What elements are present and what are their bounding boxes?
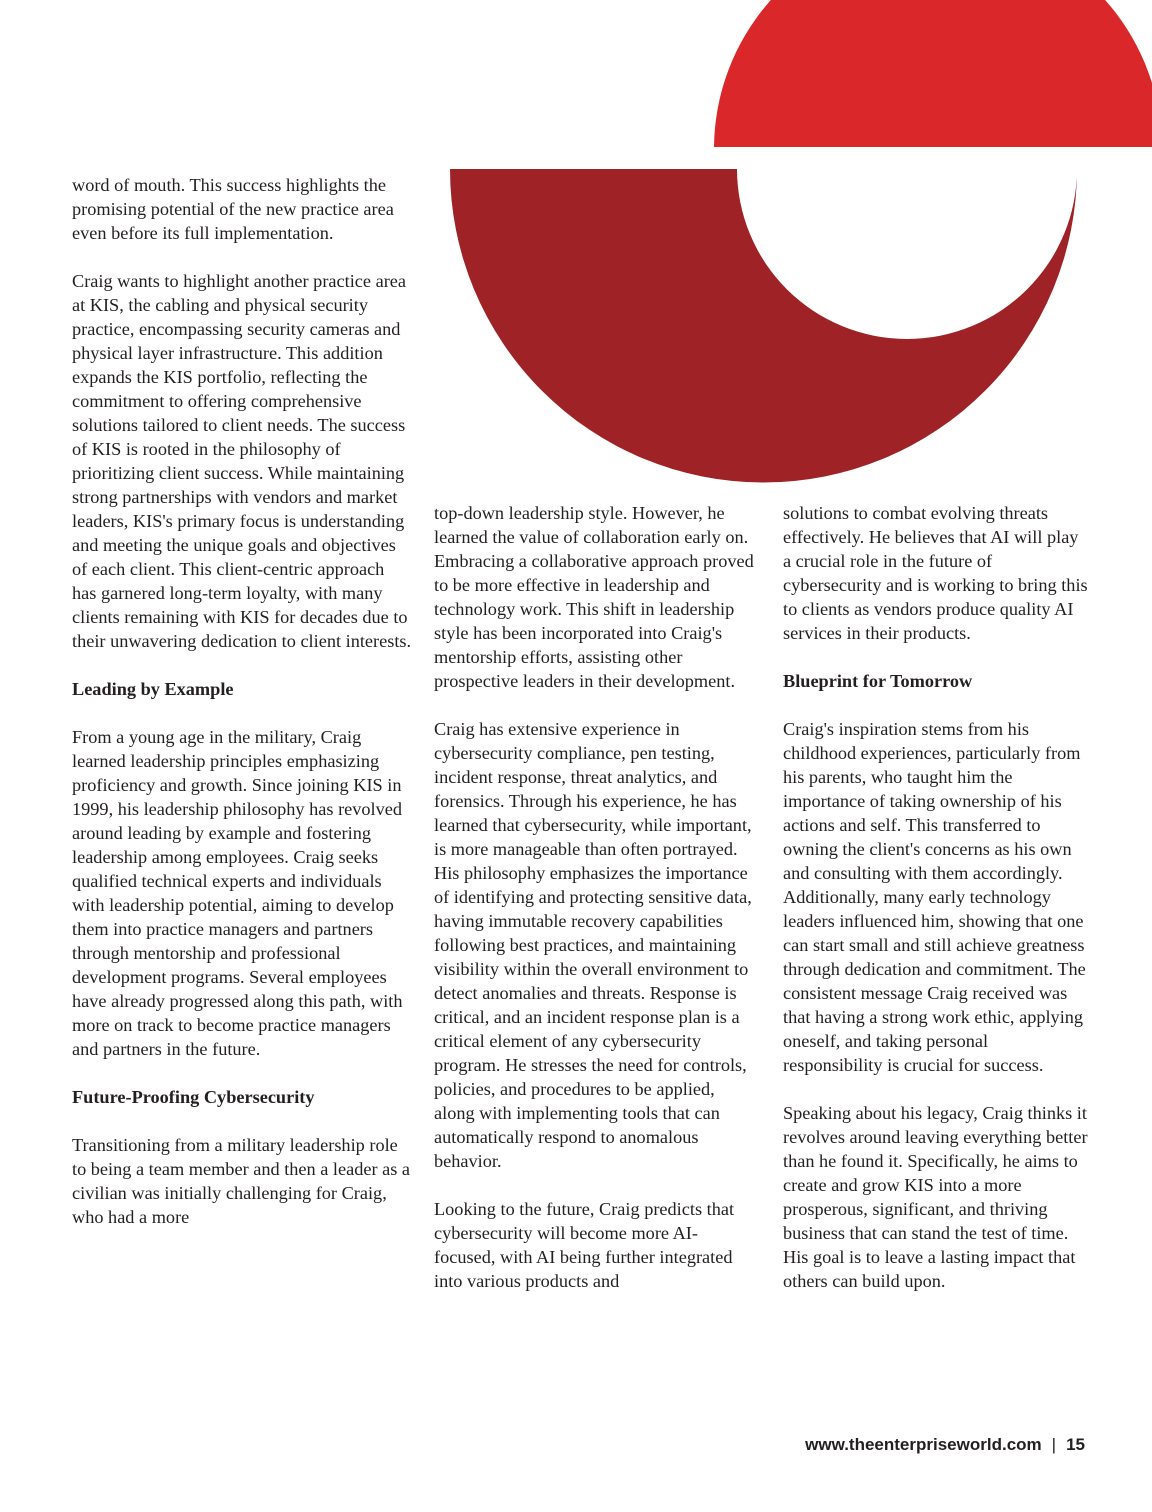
paragraph: Looking to the future, Craig predicts that cybersecurity will become more AI-focused, with AI being further integrated into various products and — [434, 1199, 735, 1291]
article-column-1 — [72, 173, 412, 1253]
section-heading-leading-by-example: Leading by Example — [72, 679, 234, 699]
footer-separator: | — [1051, 1435, 1057, 1454]
paragraph: Craig has extensive experience in cybersecurity compliance, pen testing, incident response, threat analytics, and forensics. Through his experience, he has learned that cybersecurity, while important, is more manageable than often portrayed. His philosophy emphasizes the importance of identifying and protecting sensitive data, having immutable recovery capabilities following best practices, and maintaining visibility within the overall environment to detect anomalies and threats. Response is critical, and an incident response plan is a critical element of any cybersecurity program. He stresses the need for controls, policies, and procedures to be applied, along with implementing tools that can automatically respond to anomalous behavior. — [434, 719, 752, 1171]
footer-website-link[interactable]: www.theenterpriseworld.com — [805, 1435, 1042, 1454]
paragraph: word of mouth. This success highlights the promising potential of the new practice area even before its full implementation. — [72, 175, 394, 243]
paragraph: Transitioning from a military leadership role to being a team member and then a leader as a civilian was initially challenging for Craig, who had a more — [72, 1135, 411, 1227]
page-number: 15 — [1066, 1435, 1085, 1454]
paragraph: Craig's inspiration stems from his childhood experiences, particularly from his parents, who taught him the importance of taking ownership of his actions and self. This transferred to owning the client's concerns as his own and consulting with them accordingly. Additionally, many early technology leaders influenced him, showing that one can start small and still achieve greatness through dedication and commitment. The consistent message Craig received was that having a strong work ethic, applying oneself, and taking personal responsibility is crucial for success. — [783, 719, 1086, 1075]
paragraph: solutions to combat evolving threats effectively. He believes that AI will play a crucial role in the future of cybersecurity and is working to bring this to clients as vendors produce quality AI services in their products. — [783, 503, 1088, 643]
page-footer — [805, 1434, 1085, 1456]
paragraph: From a young age in the military, Craig learned leadership principles emphasizing proficiency and growth. Since joining KIS in 1999, his leadership philosophy has revolved around leading by example and fostering leadership among employees. Craig seeks qualified technical experts and individuals with leadership potential, aiming to develop them into practice managers and partners through mentorship and professional development programs. Several employees have already progressed along this path, with more on track to become practice managers and partners in the future. — [72, 727, 403, 1059]
section-heading-future-proofing: Future-Proofing Cybersecurity — [72, 1087, 315, 1107]
article-column-2 — [434, 501, 754, 1317]
paragraph: Craig wants to highlight another practice area at KIS, the cabling and physical security practice, encompassing security cameras and physical layer infrastructure. This addition expands the KIS portfolio, reflecting the commitment to offering comprehensive solutions tailored to client needs. The success of KIS is rooted in the philosophy of prioritizing client success. While maintaining strong partnerships with vendors and market leaders, KIS's primary focus is understanding and meeting the unique goals and objectives of each client. This client-centric approach has garnered long-term loyalty, with many clients remaining with KIS for decades due to their unwavering dedication to client interests. — [72, 271, 412, 651]
paragraph: top-down leadership style. However, he learned the value of collaboration early on. Embracing a collaborative approach proved to be more effective in leadership and technology work. This shift in leadership style has been incorporated into Craig's mentorship efforts, assisting other prospective leaders in their development. — [434, 503, 754, 691]
paragraph: Speaking about his legacy, Craig thinks it revolves around leaving everything better than he found it. Specifically, he aims to create and grow KIS into a more prosperous, significant, and thriving business that can stand the test of time. His goal is to leave a lasting impact that others can build upon. — [783, 1103, 1088, 1291]
bright-red-arc-shape — [714, 0, 1152, 147]
dark-red-half-ring-shape — [450, 169, 1077, 482]
article-column-3 — [783, 501, 1089, 1317]
section-heading-blueprint: Blueprint for Tomorrow — [783, 671, 973, 691]
